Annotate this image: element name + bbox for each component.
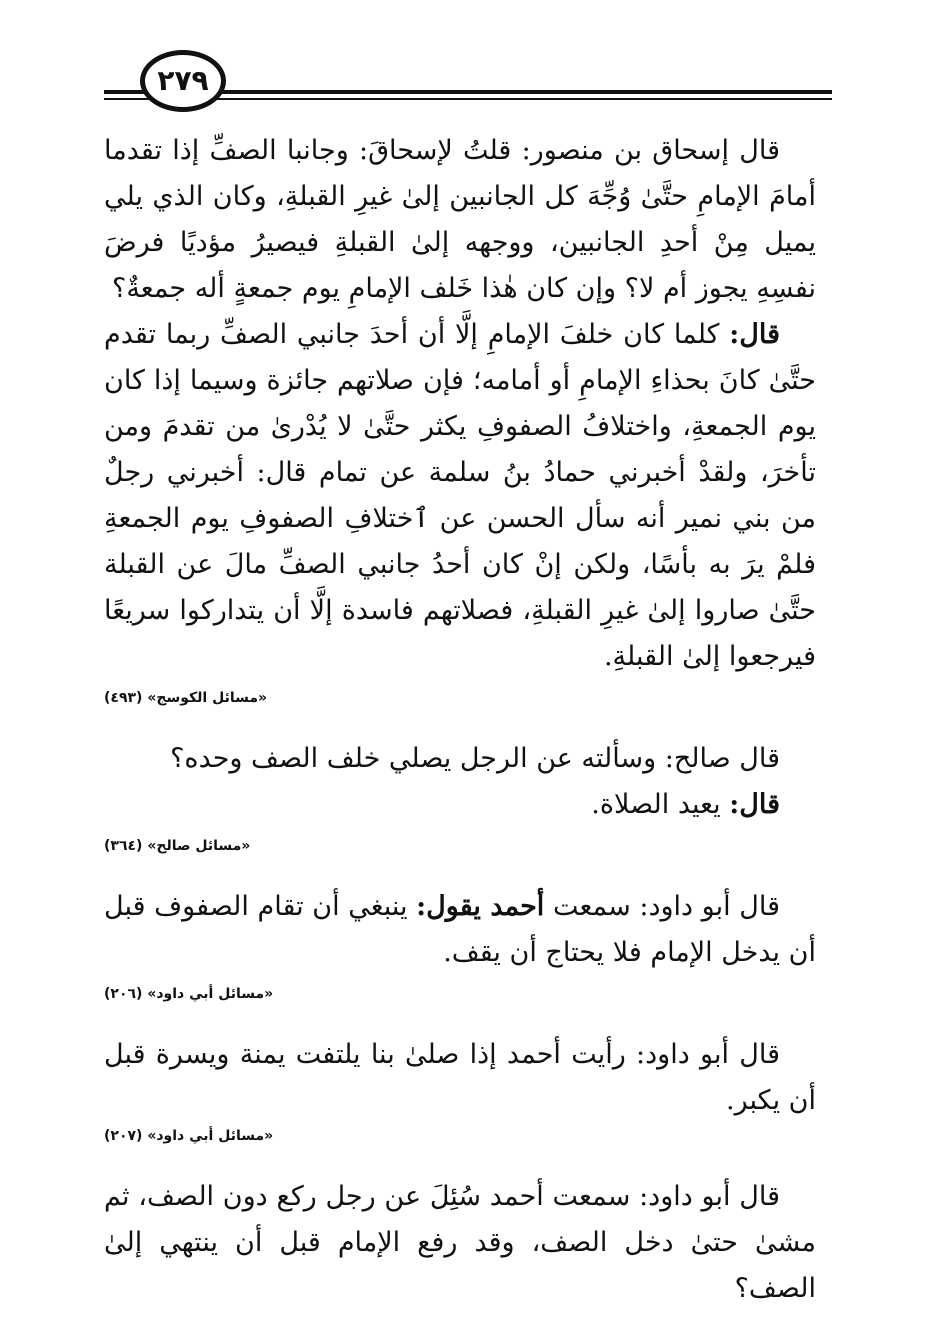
text-line: ينبغي أن تقام الصفوف قبل أن <box>104 891 816 968</box>
text-line: قال إسحاق بن منصور: قلتُ لإسحاقَ: وجانبا الصفِّ إذا تقدما أمامَ <box>104 135 816 212</box>
paragraph-ishaq-question <box>104 128 816 312</box>
text-line: حتىٰ دخل الصف، وقد رفع الإمام قبل أن ينتهي إلىٰ الصف؟ <box>104 1227 816 1304</box>
text-line: عن ٱختلافِ الصفوفِ يوم الجمعةِ فلمْ يرَ به بأسًا، ولكن إنْ كان أحدُ جانبي <box>104 503 816 580</box>
page-header <box>104 46 832 106</box>
text-line: يعيد الصلاة. <box>591 789 730 820</box>
paragraph-answer-1 <box>104 312 816 680</box>
citation-text: «مسائل أبي داود» (٢٠٧) <box>104 1128 274 1144</box>
citation-text: «مسائل صالح» (٣٦٤) <box>104 838 251 854</box>
text-bold: أحمد يقول: <box>416 891 545 922</box>
paragraph-salih-question <box>104 736 816 782</box>
source-citation <box>104 1126 816 1146</box>
paragraph-answer-2 <box>104 782 816 828</box>
text-line: يدخل الإمام فلا يحتاج أن يقف. <box>443 937 781 968</box>
text-line: الجانبين، ووجهه إلىٰ القبلةِ فيصيرُ مؤديًا فرضَ نفسِهِ يجوز أم لا؟ وإن كان <box>104 227 816 304</box>
text-line: الصفِّ مالَ عن القبلة حتَّىٰ صاروا إلىٰ غيرِ القبلةِ، فصلاتهم فاسدة إلَّا أن <box>104 549 816 626</box>
text-line: يتداركوا سريعًا فيرجعوا إلىٰ القبلةِ. <box>104 595 816 672</box>
text-line: هٰذا خَلف الإمامِ يوم جمعةٍ أله جمعةٌ؟ <box>111 273 518 304</box>
text-line: واختلافُ الصفوفِ يكثر حتَّىٰ لا يُدْرىٰ من تقدمَ ومن تأخرَ، ولقدْ أخبرني <box>104 411 816 488</box>
paragraph-abudawud-206 <box>104 884 816 976</box>
text-line: قال أبو داود: سمعت <box>544 891 780 922</box>
source-citation <box>104 836 816 856</box>
page-number: ٢٧٩ <box>140 50 226 112</box>
paragraph-abudawud-question <box>104 1174 816 1312</box>
answer-lead: قال: <box>729 319 780 350</box>
text-line: الإمامِ حتَّىٰ وُجِّهَ كل الجانبين إلىٰ غيرِ القبلةِ، وكان الذي يلي يميل مِنْ أحدِ <box>104 181 817 258</box>
text-line: كلما كان خلفَ الإمامِ إلَّا أن أحدَ جانبي الصفِّ ربما تقدم حتَّىٰ <box>104 319 816 396</box>
text-line: حمادُ بنُ سلمة عن تمام قال: أخبرني رجلٌ من بني نمير أنه سأل الحسن <box>104 457 816 534</box>
page-body <box>104 128 816 1312</box>
source-citation <box>104 688 816 708</box>
text-line: قال صالح: وسألته عن الرجل يصلي خلف الصف وحده؟ <box>170 743 780 774</box>
text-line: كانَ بحذاءِ الإمامِ أو أمامه؛ فإن صلاتهم جائزة وسيما إذا كان يوم الجمعةِ، <box>104 365 816 442</box>
citation-text: «مسائل الكوسج» (٤٩٣) <box>104 690 268 706</box>
answer-lead: قال: <box>729 789 780 820</box>
source-citation <box>104 984 816 1004</box>
text-line: قال أبو داود: رأيت أحمد إذا صلىٰ بنا يلتفت يمنة ويسرة قبل أن يكبر. <box>104 1039 816 1116</box>
text-line: قال أبو داود: سمعت أحمد سُئِلَ عن رجل ركع دون الصف، ثم مشىٰ <box>104 1181 816 1258</box>
paragraph-abudawud-207 <box>104 1032 816 1124</box>
citation-text: «مسائل أبي داود» (٢٠٦) <box>104 986 274 1002</box>
